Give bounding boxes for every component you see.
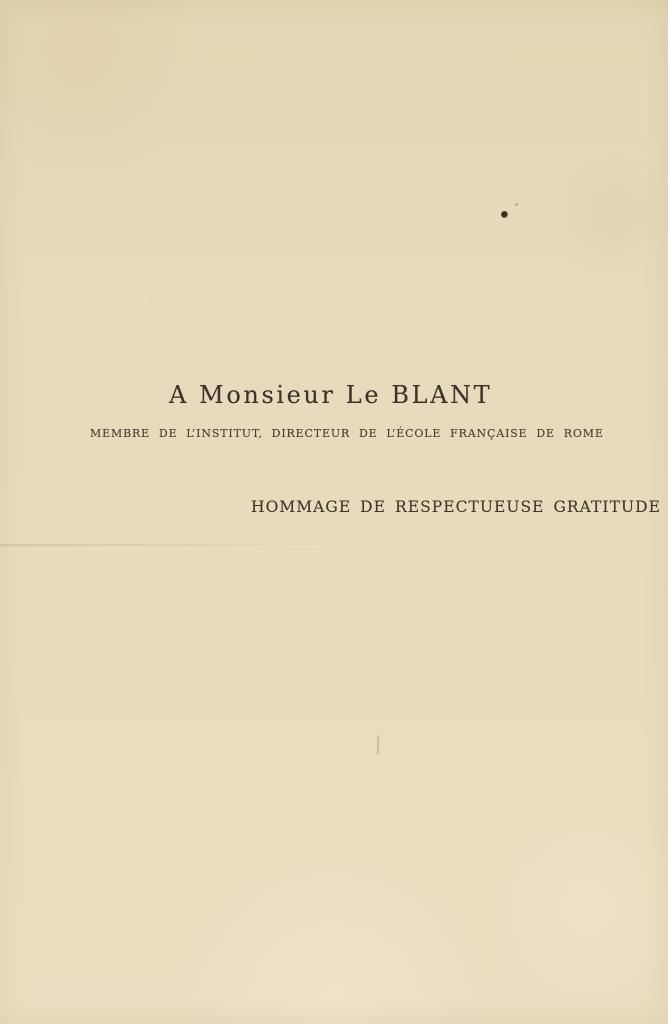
ink-spot: [501, 211, 508, 218]
dedication-hommage: HOMMAGE DE RESPECTUEUSE GRATITUDE: [251, 498, 661, 516]
paper-crease: [0, 544, 320, 547]
dedication-titles: MEMBRE DE L’INSTITUT, DIRECTEUR DE L’ÉCOLE FRANÇAISE DE ROME: [90, 427, 604, 440]
dedication-recipient: A Monsieur Le BLANT: [169, 381, 493, 409]
pencil-mark: [377, 735, 379, 754]
ink-speck: [515, 203, 518, 206]
